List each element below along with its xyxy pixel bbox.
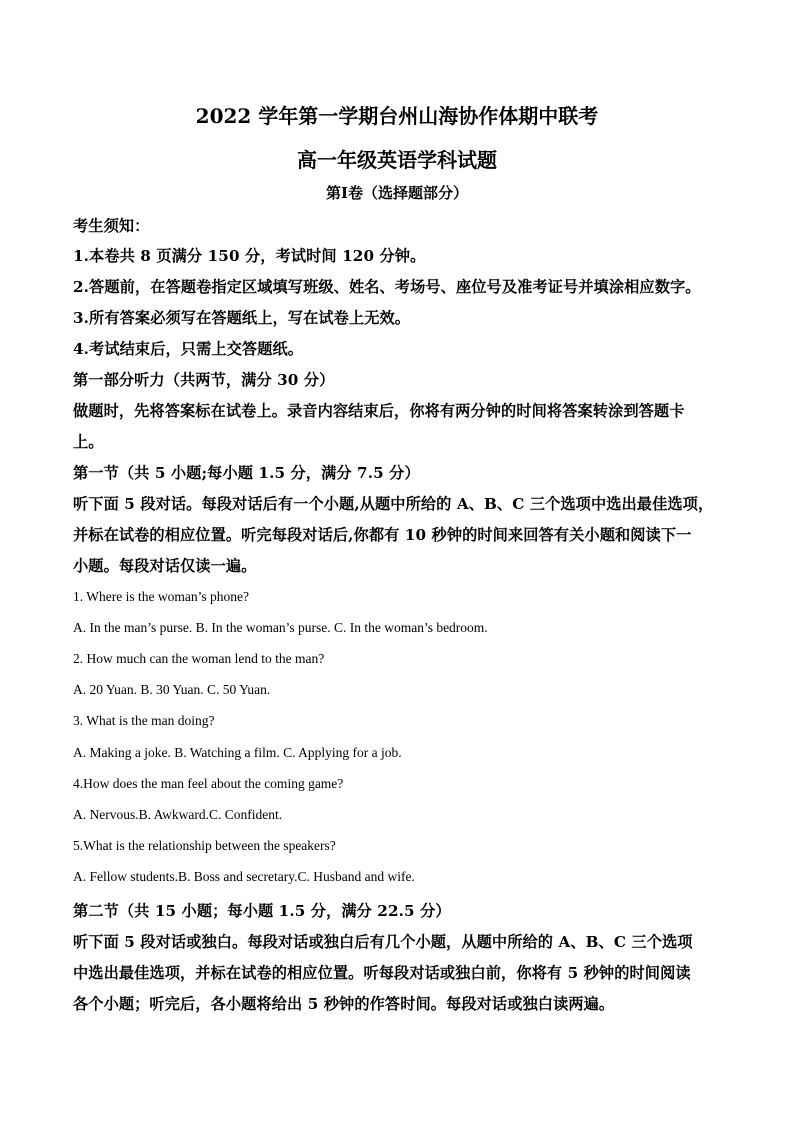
- notice-heading: 考生须知：: [73, 217, 150, 235]
- notice-item: 1.本卷共 8 页满分 150 分，考试时间 120 分钟。: [73, 247, 426, 265]
- question-text: 3. What is the man doing?: [73, 713, 215, 728]
- question-text: 5.What is the relationship between the speakers?: [73, 838, 336, 853]
- exam-subtitle: 高一年级英语学科试题: [297, 148, 497, 172]
- question-options: A. Nervous.B. Awkward.C. Confident.: [73, 807, 283, 822]
- exam-title: 2022 学年第一学期台州山海协作体期中联考: [195, 104, 599, 128]
- question-options: A. Making a joke. B. Watching a film. C. Applying for a job.: [73, 745, 402, 760]
- notice-item: 4.考试结束后，只需上交答题纸。: [73, 340, 304, 358]
- question-options: A. In the man’s purse. B. In the woman’s purse. C. In the woman’s bedroom.: [73, 620, 488, 635]
- question-text: 1. Where is the woman’s phone?: [73, 589, 249, 604]
- notice-item: 2.答题前，在答题卷指定区域填写班级、姓名、考场号、座位号及准考证号并填涂相应数字。: [73, 278, 701, 296]
- question-text: 4.How does the man feel about the coming game?: [73, 776, 344, 791]
- section2-instruction: 听下面 5 段对话或独白。每段对话或独白后有几个小题，从题中所给的 A、B、C 三个选项: [73, 933, 693, 951]
- section1-instruction: 听下面 5 段对话。每段对话后有一个小题,从题中所给的 A、B、C 三个选项中选出最佳选项，: [73, 495, 714, 513]
- section1-instruction: 小题。每段对话仅读一遍。: [73, 557, 257, 575]
- part1-instruction: 上。: [73, 433, 104, 451]
- section2-instruction: 各个小题；听完后，各小题将给出 5 秒钟的作答时间。每段对话或独白读两遍。: [73, 995, 615, 1013]
- section1-heading: 第一节（共 5 小题;每小题 1.5 分，满分 7.5 分）: [73, 464, 420, 482]
- section-label: 第Ⅰ卷（选择题部分）: [325, 184, 469, 202]
- question-text: 2. How much can the woman lend to the man?: [73, 651, 325, 666]
- part1-instruction: 做题时，先将答案标在试卷上。录音内容结束后，你将有两分钟的时间将答案转涂到答题卡: [73, 402, 685, 420]
- question-options: A. Fellow students.B. Boss and secretary.C. Husband and wife.: [73, 869, 415, 884]
- section2-heading: 第二节（共 15 小题；每小题 1.5 分，满分 22.5 分）: [73, 902, 451, 920]
- question-options: A. 20 Yuan. B. 30 Yuan. C. 50 Yuan.: [73, 682, 271, 697]
- section1-instruction: 并标在试卷的相应位置。听完每段对话后,你都有 10 秒钟的时间来回答有关小题和阅读下一: [73, 526, 692, 544]
- part1-heading: 第一部分听力（共两节，满分 30 分）: [73, 371, 335, 389]
- notice-item: 3.所有答案必须写在答题纸上，写在试卷上无效。: [73, 309, 411, 327]
- section2-instruction: 中选出最佳选项，并标在试卷的相应位置。听每段对话或独白前，你将有 5 秒钟的时间阅读: [73, 964, 691, 982]
